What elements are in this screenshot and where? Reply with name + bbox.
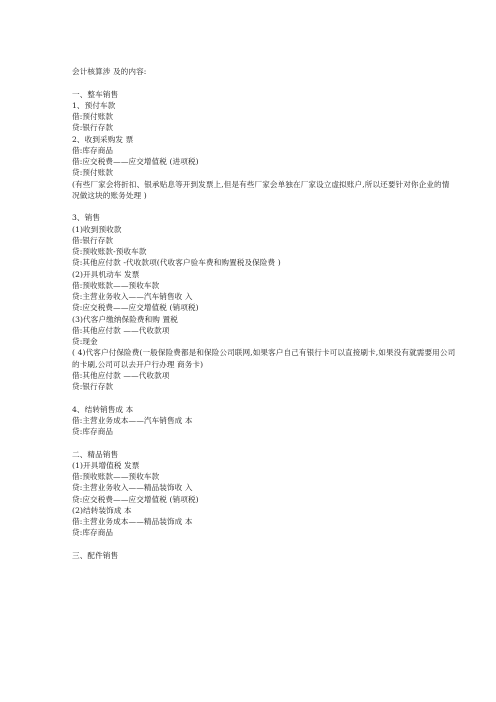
entry-line: 贷:库存商品	[72, 427, 114, 436]
entry-line: 贷:主营业务收入——汽车销售收 入	[72, 292, 193, 301]
intro-line: 会计核算涉 及的内容:	[72, 67, 147, 76]
entry-line: 借:其他应付款 ——代收款项	[72, 370, 170, 380]
entry-line: (1)开具增值税 发票	[72, 460, 140, 470]
entry-line: 借:库存商品	[72, 145, 114, 155]
spacer	[72, 437, 456, 448]
spacer	[72, 539, 456, 550]
section-heading-vehicle-sales: 一、整车销售	[72, 89, 119, 99]
entry-line: 借:银行存款	[72, 235, 114, 245]
section-heading-sales: 3、销售	[72, 213, 101, 223]
entry-line: 贷:预收账款-预收车款	[72, 247, 147, 256]
entry-line: 借:其他应付款 ——代收款项	[72, 325, 170, 335]
entry-line: 贷:银行存款	[72, 123, 114, 133]
entry-line: 贷:银行存款	[72, 382, 114, 391]
entry-line: 1、预付车款	[72, 100, 116, 110]
entry-line: (1)收到预收款	[72, 224, 122, 234]
entry-line: 贷:主营业务收入——精品装饰收 入	[72, 483, 193, 493]
section-heading-parts-sales: 三、配件销售	[72, 550, 119, 560]
entry-line: (2)开具机动车 发票	[72, 269, 140, 279]
entry-line: 借:主营业务成本——汽车销售成 本	[72, 415, 193, 425]
section-heading-cost-transfer: 4、结转销售成 本	[72, 404, 134, 414]
entry-line: 贷:库存商品	[72, 528, 114, 538]
spacer	[72, 77, 456, 88]
entry-line: 借:主营业务成本——精品装饰成 本	[72, 517, 193, 526]
entry-line: (2)结转装饰成 本	[72, 505, 132, 515]
entry-line: 借:预收账款——预收车款	[72, 472, 160, 481]
note-paragraph: ( 4)代客户付保险费(一般保险费都是和保险公司联网,如果客户自己有银行卡可以直接刷卡,如果没有就需要用公司的卡刷,公司可以去开户行办理 商务卡)	[72, 348, 456, 369]
entry-line: 贷:现金	[72, 337, 98, 346]
entry-line: (3)代客户缴纳保险费和购 置税	[72, 314, 178, 324]
spacer	[72, 392, 456, 403]
entry-line: 2、收到采购发 票	[72, 134, 134, 144]
entry-line: 借:应交税费——应交增值税 (进项税)	[72, 157, 199, 166]
entry-line: 贷:其他应付款 -代收款项(代收客户验车费和购置税及保险费 )	[72, 258, 281, 268]
entry-line: 借:预收账款——预收车款	[72, 280, 160, 290]
entry-line: 贷:应交税费——应交增值税 (销项税)	[72, 494, 199, 504]
spacer	[72, 201, 456, 212]
entry-line: 贷:预付账款	[72, 168, 114, 178]
section-heading-boutique-sales: 二、精品销售	[72, 449, 119, 459]
entry-line: 贷:应交税费——应交增值税 (销项税)	[72, 303, 199, 313]
note-paragraph: (有些厂家会将折扣、银承贴息等开到发票上,但是有些厂家会单独在厂家设立虚拟账户,所以还要针对你企业的情况做这块的账务处理 )	[72, 179, 450, 200]
entry-line: 借:预付账款	[72, 112, 114, 121]
